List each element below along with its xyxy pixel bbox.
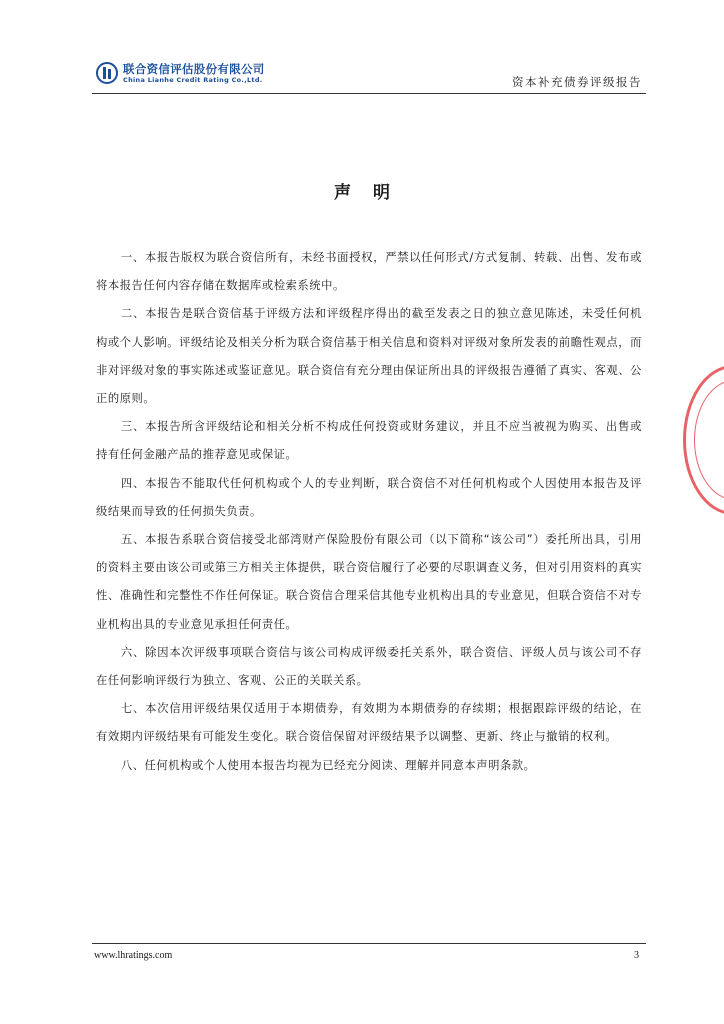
report-type-label: 资本补充债券评级报告: [512, 75, 642, 89]
lianhe-logo-icon: [96, 62, 118, 84]
footer-divider: [92, 943, 646, 944]
statement-paragraph: 四、本报告不能取代任何机构或个人的专业判断，联合资信不对任何机构或个人因使用本报告及评级结果而导致的任何损失负责。: [96, 476, 642, 518]
header-divider: [92, 93, 646, 94]
statement-body: [96, 244, 642, 780]
company-name-en: China Lianhe Credit Rating Co.,Ltd.: [123, 76, 263, 84]
statement-paragraph: 二、本报告是联合资信基于评级方法和评级程序得出的截至发表之日的独立意见陈述，未受任何机构或个人影响。评级结论及相关分析为联合资信基于相关信息和资料对评级对象所发表的前瞻性观点，而非对评级对象的事实陈述或鉴证意见。联合资信有充分理由保证所出具的评级报告遵循了真实、客观、公正的原则。: [96, 307, 642, 406]
footer-website: www.lhratings.com: [94, 950, 173, 961]
seal-inner-ring: [694, 380, 724, 500]
statement-paragraph: 八、任何机构或个人使用本报告均视为已经充分阅读、理解并同意本声明条款。: [120, 758, 536, 772]
page-header: [92, 60, 646, 92]
company-name-cn: 联合资信评估股份有限公司: [123, 62, 265, 76]
statement-paragraph: 一、本报告版权为联合资信所有，未经书面授权，严禁以任何形式/方式复制、转载、出售、发布或将本报告任何内容存储在数据库或检索系统中。: [96, 251, 642, 293]
statement-paragraph: 七、本次信用评级结果仅适用于本期债券，有效期为本期债券的存续期；根据跟踪评级的结论，在有效期内评级结果有可能发生变化。联合资信保留对评级结果予以调整、更新、终止与撤销的权利。: [96, 702, 642, 744]
statement-paragraph: 六、除因本次评级事项联合资信与该公司构成评级委托关系外，联合资信、评级人员与该公司不存在任何影响评级行为独立、客观、公正的关联关系。: [96, 645, 642, 688]
statement-paragraph: 五、本报告系联合资信接受北部湾财产保险股份有限公司（以下简称“该公司”）委托所出具，引用的资料主要由该公司或第三方相关主体提供，联合资信履行了必要的尽职调查义务，但对引用资料的真实性、准确性和完整性不作任何保证。联合资信合理采信其他专业机构出具的专业意见，但联合资信不对专业机构出具的专业意见承担任何责任。: [96, 533, 642, 631]
statement-paragraph: 三、本报告所含评级结论和相关分析不构成任何投资或财务建议，并且不应当被视为购买、出售或持有任何金融产品的推荐意见或保证。: [96, 420, 642, 462]
page-title: 声明: [334, 183, 412, 203]
page-number: 3: [634, 950, 639, 961]
company-logo: [92, 60, 292, 90]
red-seal-stamp-icon: [683, 365, 724, 515]
